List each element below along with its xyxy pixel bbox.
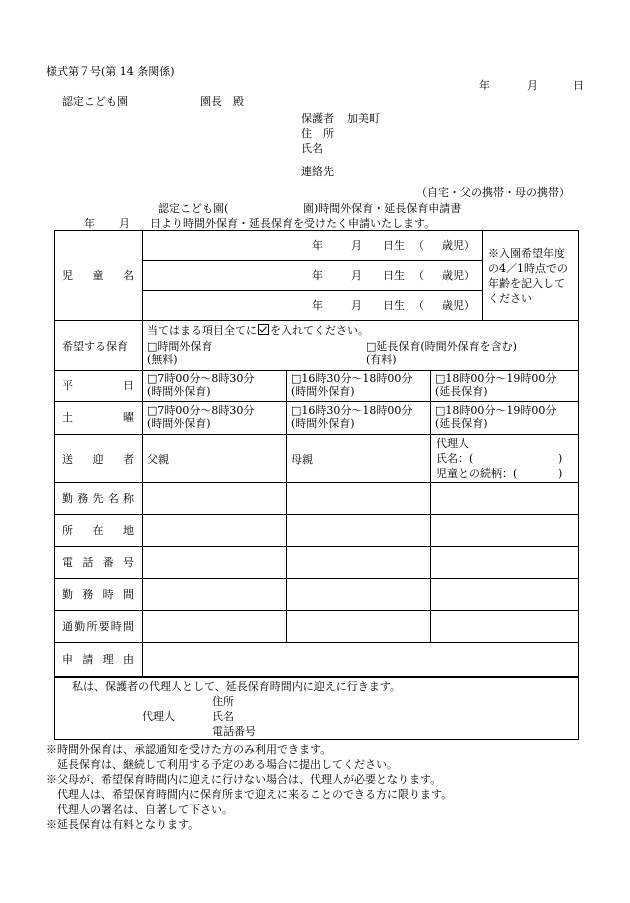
note-line: ※延長保育は有料となります。	[46, 818, 200, 831]
note-line: 代理人の署名は、自著して下さい。	[46, 803, 233, 816]
proxy-label: 代理人	[142, 710, 175, 723]
note-line: ※時間外保育は、承認通知を受けた方のみ利用できます。	[46, 743, 332, 756]
saturday-slot-extended[interactable]: □18時00分～19時00分 (延長保育)	[435, 404, 557, 431]
title-year: 年	[84, 217, 95, 230]
pickup-mother: 母親	[291, 453, 313, 466]
option-overtime[interactable]: □時間外保育 (無料)	[147, 340, 213, 367]
title-prefix: 認定こども園(	[158, 202, 229, 215]
contact-label: 連絡先	[301, 165, 334, 178]
weekday-slot-morning[interactable]: □7時00分～8時30分 (時間外保育)	[147, 372, 255, 399]
proxy-name-label: 氏名	[212, 710, 234, 723]
date-month: 月	[527, 79, 538, 92]
proxy-address-label: 住所	[212, 695, 234, 708]
children-label: 児 童 名	[62, 269, 134, 282]
note-line: 延長保育は、継続して利用する予定のある場合に提出してください。	[46, 758, 398, 771]
saturday-slot-evening[interactable]: □16時30分～18時00分 (時間外保育)	[291, 404, 413, 431]
row-label-location: 所 在 地	[62, 524, 134, 537]
wish-label: 希望する保育	[62, 340, 128, 353]
title-suffix: 園)時間外保育・延長保育申請書	[303, 202, 462, 215]
proxy-statement: 私は、保護者の代理人として、延長保育時間内に迎えに行きます。	[72, 680, 401, 693]
proxy-phone-label: 電話番号	[212, 725, 256, 738]
saturday-label: 土 曜	[62, 411, 134, 424]
pickup-proxy: 代理人	[436, 437, 469, 450]
notes	[46, 742, 452, 832]
guardian-label: 保護者	[301, 112, 334, 125]
age-note: ※入園希望年度の4／1時点での年齢を記入してください	[488, 247, 568, 305]
note-line: ※父母が、希望保育時間内に迎えに行けない場合は、代理人が必要となります。	[46, 773, 442, 786]
note-line: 代理人は、希望保育時間内に保育所まで迎えに来ることのできる方に限ります。	[46, 788, 453, 801]
proxy-name-field[interactable]: 氏名：(	[436, 452, 474, 465]
row-label-employer: 勤 務 先 名 称	[62, 492, 134, 505]
title-line2: 日より時間外保育・延長保育を受けたく申請いたします。	[150, 217, 436, 230]
weekday-slot-extended[interactable]: □18時00分～19時00分 (延長保育)	[435, 372, 557, 399]
date-day: 日	[573, 79, 584, 92]
weekday-label: 平 日	[62, 379, 134, 392]
address-label: 住 所	[301, 127, 334, 140]
row-label-commute: 通 勤 所 要 時 間	[62, 620, 134, 633]
name-label: 氏名	[301, 142, 323, 155]
contact-note: （自宅・父の携帯・母の携帯）	[416, 186, 570, 199]
title-month: 月	[119, 217, 130, 230]
saturday-slot-morning[interactable]: □7時00分～8時30分 (時間外保育)	[147, 404, 255, 431]
wish-instruction: 当てはまる項目全てに を入れてください。	[147, 324, 369, 337]
pickup-father: 父親	[147, 453, 169, 466]
weekday-slot-evening[interactable]: □16時30分～18時00分 (時間外保育)	[291, 372, 413, 399]
checkmark-icon	[258, 324, 269, 335]
pickup-label: 送 迎 者	[62, 453, 134, 466]
addressee-title: 園長 殿	[200, 95, 244, 108]
row-label-work-hours: 勤 務 時 間	[62, 588, 134, 601]
date-year: 年	[479, 79, 490, 92]
form-number: 様式第７号(第 14 条関係)	[46, 65, 175, 78]
guardian-town: 加美町	[347, 112, 380, 125]
row-label-reason: 申 請 理 由	[62, 653, 134, 666]
row-label-phone: 電 話 番 号	[62, 556, 134, 569]
proxy-relation-field[interactable]: 児童との続柄：(	[436, 467, 518, 480]
addressee-school: 認定こども園	[62, 95, 128, 108]
option-extended[interactable]: □延長保育(時間外保育を含む) (有料)	[366, 340, 517, 367]
